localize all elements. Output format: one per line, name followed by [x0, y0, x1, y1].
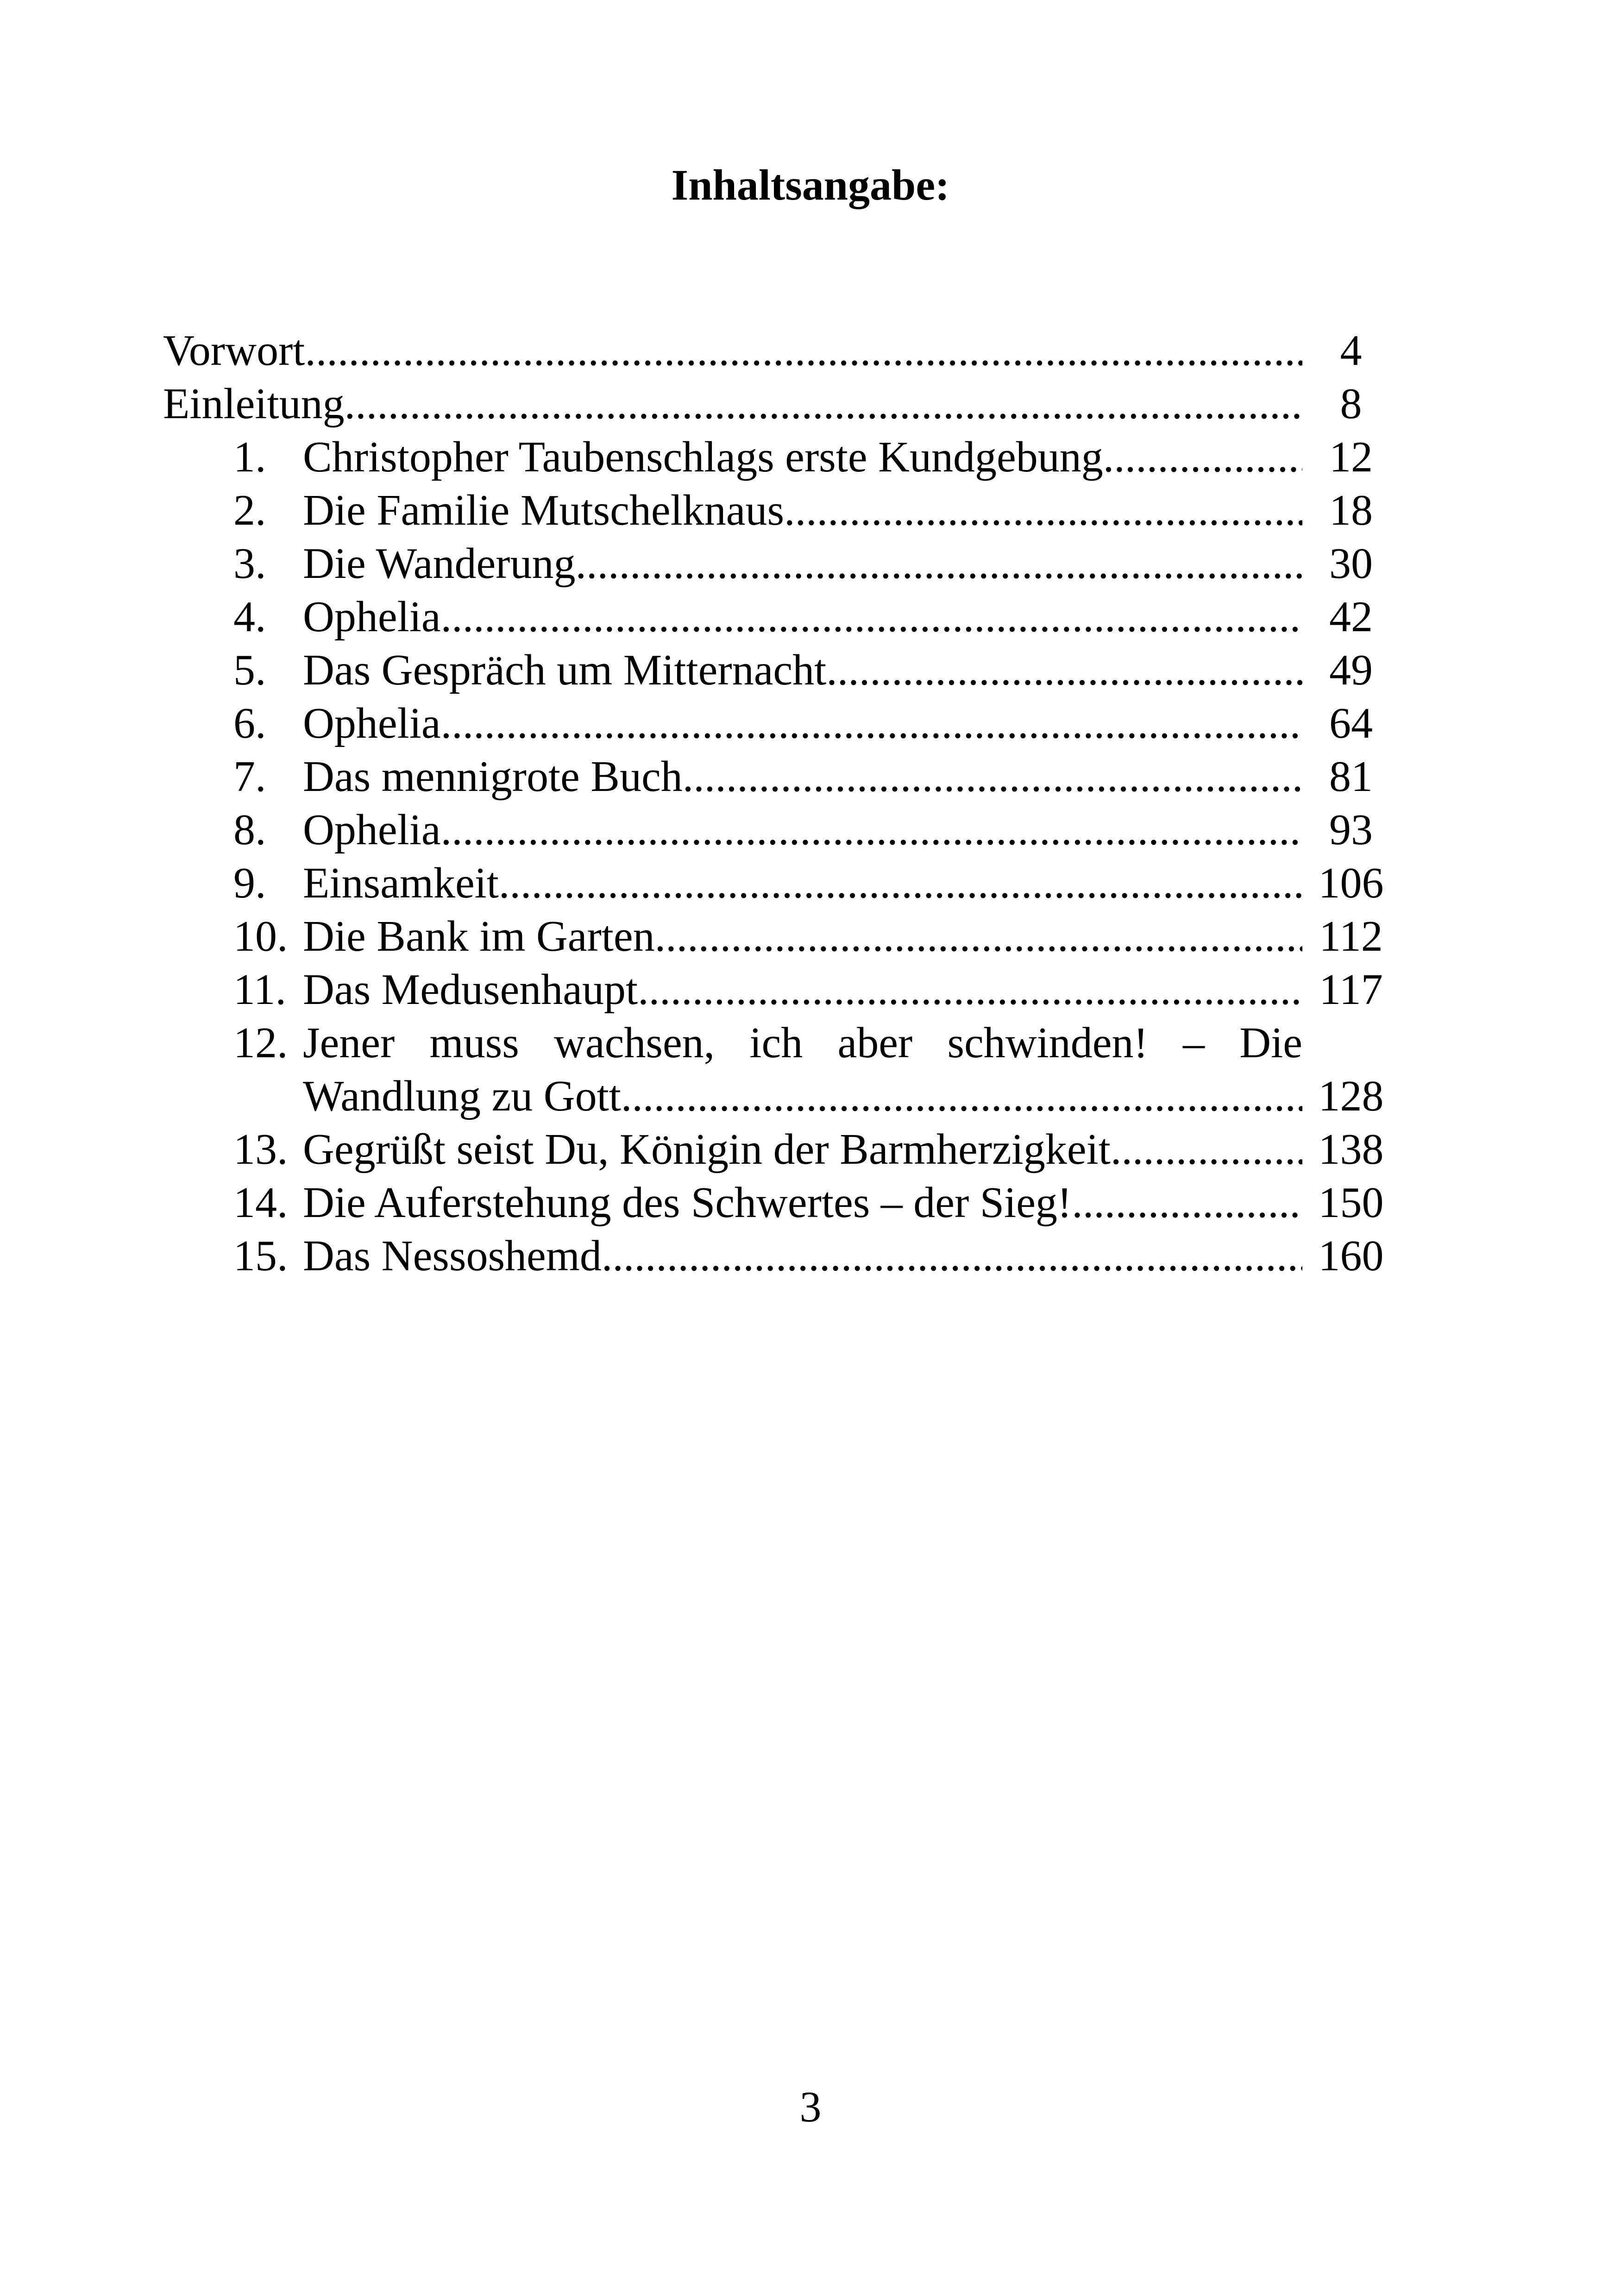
toc-entry-page: 8: [1340, 380, 1362, 428]
chapter-title-word: schwinden!: [947, 1019, 1148, 1067]
table-of-contents: [163, 324, 1395, 1283]
chapter-title-word: Jener: [303, 1019, 395, 1067]
toc-entry-chapter-11: [163, 963, 1395, 1016]
toc-entry-chapter-6: [163, 697, 1395, 750]
toc-entry-chapter-5: [163, 644, 1395, 697]
chapter-number: 6.: [233, 699, 266, 747]
chapter-number: 10.: [233, 912, 288, 960]
chapter-title-word: wachsen,: [554, 1019, 715, 1067]
chapter-page: 49: [1329, 646, 1373, 694]
chapter-title: Die Auferstehung des Schwertes – der Sieg! .....: [303, 1176, 1302, 1230]
chapter-title-word: muss: [429, 1019, 519, 1067]
chapter-number: 11.: [233, 966, 287, 1014]
toc-entry-chapter-14: [163, 1176, 1395, 1230]
chapter-number: 1.: [233, 433, 266, 481]
toc-entry-chapter-4: [163, 590, 1395, 644]
chapter-page: 160: [1318, 1232, 1384, 1280]
toc-entry-chapter-3: [163, 537, 1395, 590]
toc-entry-chapter-12: [163, 1016, 1395, 1123]
chapter-page: 117: [1319, 966, 1383, 1014]
chapter-number: 15.: [233, 1232, 288, 1280]
chapter-title-line-1: [303, 1016, 1302, 1070]
chapter-number: 2.: [233, 486, 266, 534]
chapter-page: 42: [1329, 593, 1373, 641]
chapter-number: 5.: [233, 646, 266, 694]
chapter-title: Das Nessoshemd .....: [303, 1230, 1302, 1283]
chapter-number: 13.: [233, 1125, 288, 1173]
toc-entry-chapter-2: [163, 484, 1395, 537]
page-number: 3: [799, 2083, 822, 2131]
chapter-page: 128: [1318, 1072, 1384, 1120]
chapter-number: 8.: [233, 806, 266, 854]
chapter-title: Gegrüßt seist Du, Königin der Barmherzigkeit .....: [303, 1123, 1302, 1176]
chapter-title: Die Bank im Garten .....: [303, 910, 1302, 963]
chapter-number: 12.: [233, 1019, 288, 1067]
chapter-title: Das mennigrote Buch .....: [303, 750, 1302, 803]
chapter-page: 93: [1329, 806, 1373, 854]
toc-entry-page: 4: [1340, 326, 1362, 375]
chapter-page: 150: [1318, 1179, 1384, 1227]
chapter-title: Das Medusenhaupt .....: [303, 963, 1302, 1016]
chapter-page: 12: [1329, 433, 1373, 481]
toc-entry-title: Einleitung .....: [163, 377, 1302, 431]
toc-entry-einleitung: [163, 377, 1395, 431]
toc-entry-chapter-1: [163, 431, 1395, 484]
chapter-number: 14.: [233, 1179, 288, 1227]
toc-entry-chapter-10: [163, 910, 1395, 963]
chapter-page: 138: [1318, 1125, 1384, 1173]
chapter-title: Die Familie Mutschelknaus .....: [303, 484, 1302, 537]
chapter-page: 106: [1318, 859, 1384, 907]
toc-entry-chapter-7: [163, 750, 1395, 803]
toc-entry-chapter-9: [163, 857, 1395, 910]
chapter-page: 64: [1329, 699, 1373, 747]
page-title: Inhaltsangabe:: [671, 161, 950, 209]
chapter-number: 7.: [233, 753, 266, 801]
chapter-title-word: –: [1182, 1019, 1205, 1067]
chapter-title: Ophelia .....: [303, 590, 1302, 644]
chapter-page: 81: [1329, 753, 1373, 801]
chapter-number: 4.: [233, 593, 266, 641]
chapter-title-word: Die: [1239, 1019, 1302, 1067]
toc-entry-chapter-8: [163, 803, 1395, 857]
chapter-title: Einsamkeit .....: [303, 857, 1302, 910]
toc-entry-chapter-13: [163, 1123, 1395, 1176]
chapter-title: Ophelia .....: [303, 803, 1302, 857]
chapter-title: Das Gespräch um Mitternacht .....: [303, 644, 1302, 697]
chapter-title-word: ich: [749, 1019, 803, 1067]
chapter-number: 9.: [233, 859, 266, 907]
toc-entry-vorwort: [163, 324, 1395, 377]
toc-entry-title: Vorwort .....: [163, 324, 1302, 377]
chapter-title-line-2: Wandlung zu Gott .....: [303, 1070, 1302, 1123]
toc-entry-chapter-15: [163, 1230, 1395, 1283]
chapter-title: Die Wanderung .....: [303, 537, 1302, 590]
chapter-number: 3.: [233, 539, 266, 588]
chapter-page: 112: [1319, 912, 1383, 960]
chapter-title-word: aber: [837, 1019, 913, 1067]
chapter-title: Christopher Taubenschlags erste Kundgebung .....: [303, 431, 1302, 484]
chapter-title: Ophelia .....: [303, 697, 1302, 750]
chapter-page: 18: [1329, 486, 1373, 534]
chapter-page: 30: [1329, 539, 1373, 588]
